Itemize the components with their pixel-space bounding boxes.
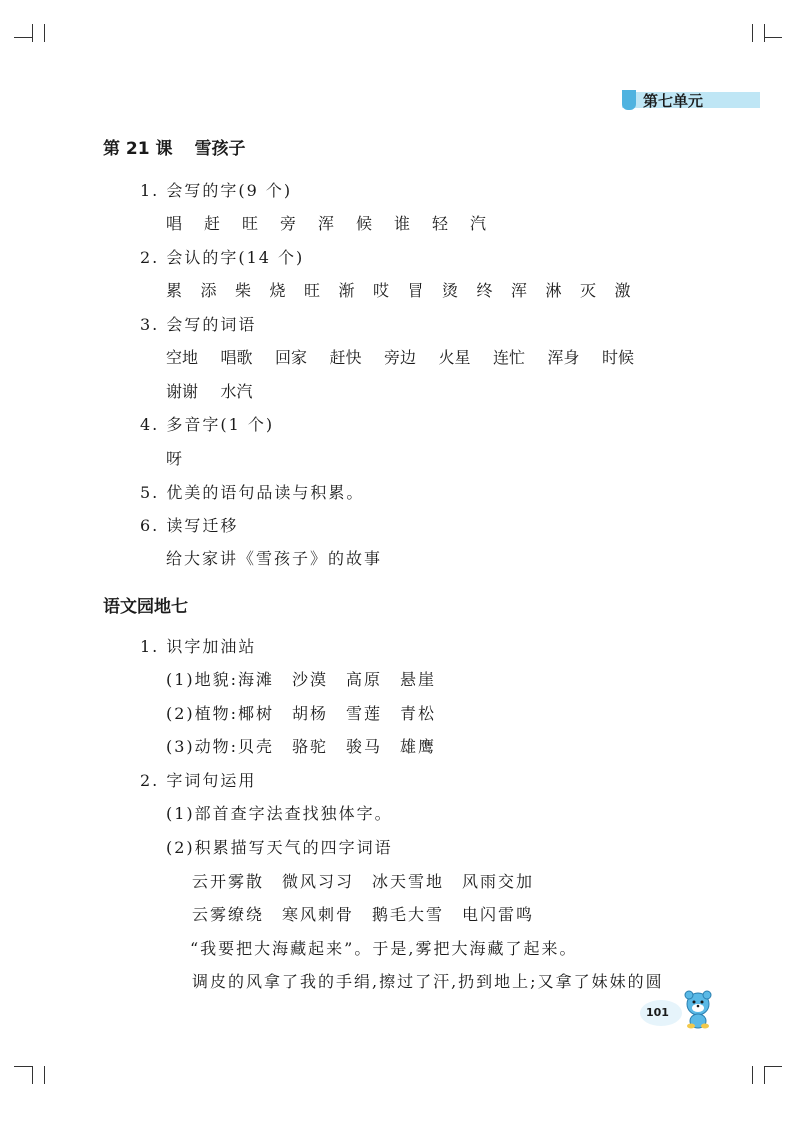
lesson-heading [103, 134, 246, 159]
fog-quote: “我要把大海藏起来”。于是,雾把大海藏了起来。 [190, 939, 578, 958]
write-char: 旺 [242, 214, 259, 233]
read-char: 烫 [442, 281, 459, 300]
weather-words-row-1: 云开雾散 微风习习 冰天雪地 风雨交加 [192, 872, 535, 891]
crop-mark-tr-v2 [764, 24, 765, 42]
unit-tab-marker [622, 90, 636, 110]
lesson-item-1: 1. 会写的字(9 个) [140, 181, 293, 200]
write-char: 赶 [204, 214, 221, 233]
write-chars-row [166, 211, 508, 234]
write-words-row-2 [166, 379, 275, 402]
crop-mark-bl-v [32, 1066, 33, 1084]
read-char: 激 [614, 281, 631, 300]
crop-mark-tr-h [764, 37, 782, 38]
literacy-plant: (2)植物:椰树 胡杨 雪莲 青松 [166, 704, 437, 723]
lesson-item-2: 2. 会认的字(14 个) [140, 248, 305, 267]
write-word: 连忙 [493, 348, 526, 367]
write-char: 候 [356, 214, 373, 233]
crop-mark-tr-v [752, 24, 753, 42]
read-char: 旺 [304, 281, 321, 300]
lesson-title: 雪孩子 [194, 139, 246, 159]
write-word: 谢谢 [166, 382, 199, 401]
read-chars-row [166, 278, 649, 301]
garden-item-2: 2. 字词句运用 [140, 771, 257, 790]
write-word: 时候 [602, 348, 635, 367]
write-word: 浑身 [547, 348, 580, 367]
garden-heading: 语文园地七 [103, 597, 188, 617]
crop-mark-tl-h [14, 37, 32, 38]
crop-mark-br-v2 [764, 1066, 765, 1084]
read-char: 添 [200, 281, 217, 300]
lesson-item-5: 5. 优美的语句品读与积累。 [140, 483, 365, 502]
crop-mark-bl-h [14, 1066, 32, 1067]
crop-mark-bl-v2 [44, 1066, 45, 1084]
lesson-item-4: 4. 多音字(1 个) [140, 415, 275, 434]
crop-mark-br-h [764, 1066, 782, 1067]
literacy-landform: (1)地貌:海滩 沙漠 高原 悬崖 [166, 670, 437, 689]
wind-sentence: 调皮的风拿了我的手绢,擦过了汗,扔到地上;又拿了妹妹的圆 [192, 972, 664, 991]
read-char: 冒 [407, 281, 424, 300]
page-number: 101 [646, 1006, 669, 1019]
write-char: 谁 [394, 214, 411, 233]
write-word: 唱歌 [220, 348, 253, 367]
write-char: 旁 [280, 214, 297, 233]
read-char: 哎 [373, 281, 390, 300]
usage-weather: (2)积累描写天气的四字词语 [166, 838, 393, 857]
read-char: 烧 [269, 281, 286, 300]
crop-mark-tl-v [32, 24, 33, 42]
bear-mascot-icon [678, 988, 718, 1030]
weather-words-row-2: 云雾缭绕 寒风刺骨 鹅毛大雪 电闪雷鸣 [192, 905, 535, 924]
lesson-item-3: 3. 会写的词语 [140, 315, 257, 334]
lesson-number: 第 21 课 [103, 139, 173, 159]
read-char: 灭 [580, 281, 597, 300]
write-words-row-1 [166, 345, 657, 368]
write-word: 水汽 [220, 382, 253, 401]
write-char: 唱 [166, 214, 183, 233]
write-word: 回家 [275, 348, 308, 367]
write-word: 空地 [166, 348, 199, 367]
literacy-animal: (3)动物:贝壳 骆驼 骏马 雄鹰 [166, 737, 437, 756]
write-word: 火星 [438, 348, 471, 367]
write-char: 浑 [318, 214, 335, 233]
lesson-item-6: 6. 读写迁移 [140, 516, 239, 535]
read-char: 浑 [511, 281, 528, 300]
write-char: 轻 [432, 214, 449, 233]
write-word: 赶快 [329, 348, 362, 367]
polyphone-char: 呀 [166, 449, 185, 468]
transfer-task: 给大家讲《雪孩子》的故事 [166, 549, 383, 568]
write-word: 旁边 [384, 348, 417, 367]
read-char: 终 [476, 281, 493, 300]
read-char: 柴 [235, 281, 252, 300]
crop-mark-tl-v2 [44, 24, 45, 42]
read-char: 淋 [545, 281, 562, 300]
write-char: 汽 [470, 214, 487, 233]
read-char: 渐 [338, 281, 355, 300]
read-char: 累 [166, 281, 183, 300]
garden-item-1: 1. 识字加油站 [140, 637, 257, 656]
crop-mark-br-v [752, 1066, 753, 1084]
unit-title: 第七单元 [643, 92, 704, 110]
usage-radical: (1)部首查字法查找独体字。 [166, 804, 393, 823]
